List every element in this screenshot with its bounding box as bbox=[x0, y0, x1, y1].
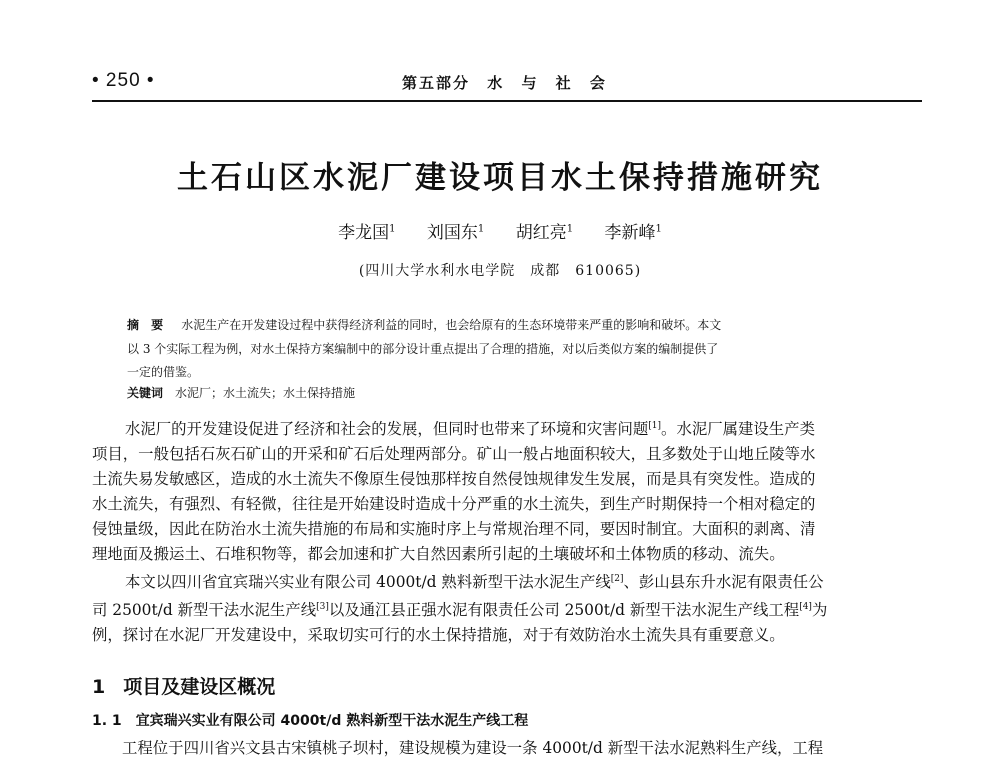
page-number: • 250 • bbox=[92, 70, 155, 91]
abstract-text: 一定的借鉴。 bbox=[127, 365, 200, 379]
paragraph-line: 侵蚀量级，因此在防治水土流失措施的布局和实施时序上与常规治理不同，要因时制宜。大面积的剥离、清 bbox=[92, 520, 816, 539]
paper-title: 土石山区水泥厂建设项目水土保持措施研究 bbox=[177, 160, 823, 196]
author: 李龙国$^1$ bbox=[338, 223, 396, 243]
abstract-text: 以 3 个实际工程为例，对水土保持方案编制中的部分设计重点提出了合理的措施，对以后类似方案的编制提供了 bbox=[127, 341, 719, 356]
section-number: 1 bbox=[92, 676, 106, 698]
citation-ref: [3] bbox=[316, 602, 329, 613]
paragraph-line: 土流失易发敏感区，造成的水土流失不像原生侵蚀那样按自然侵蚀规律发生发展，而是具有突发性。造成的 bbox=[92, 470, 816, 489]
paragraph-line: 理地面及搬运土、石堆积物等，都会加速和扩大自然因素所引起的土壤破坏和土体物质的移动、流失。 bbox=[92, 545, 785, 564]
running-header bbox=[92, 70, 922, 98]
subsection-heading bbox=[92, 710, 528, 730]
affiliation: (四川大学水利水电学院 成都 610065) bbox=[358, 263, 642, 279]
paragraph-line: 水泥厂的开发建设促进了经济和社会的发展，但同时也带来了环境和灾害问题[1]。水泥厂属建设生产类 bbox=[125, 420, 815, 439]
running-head-title: 第五部分 水 与 社 会 bbox=[402, 74, 607, 92]
citation-ref: [4] bbox=[799, 602, 812, 613]
author: 刘国东$^1$ bbox=[426, 223, 485, 243]
abstract-text: 水泥生产在开发建设过程中获得经济利益的同时，也会给原有的生态环境带来严重的影响和破坏。本文 bbox=[181, 318, 722, 332]
cut-off-line: 工程位于四川省兴文县古宋镇桃子坝村，建设规模为建设一条 4000t/d 新型干法水泥熟料生产线，工程 bbox=[122, 739, 824, 757]
subsection-number: 1. 1 bbox=[92, 713, 122, 729]
citation-ref: [2] bbox=[610, 574, 624, 585]
subsection-title: 宜宾瑞兴实业有限公司 4000t/d 熟料新型干法水泥生产线工程 bbox=[135, 713, 529, 729]
paragraph-line: 项目，一般包括石灰石矿山的开采和矿石后处理两部分。矿山一般占地面积较大，且多数处于山地丘陵等水 bbox=[92, 445, 816, 464]
paragraph-line: 水土流失，有强烈、有轻微，往往是开始建设时造成十分严重的水土流失，到生产时期保持一个相对稳定的 bbox=[92, 495, 816, 514]
paragraph-line: 司 2500t/d 新型干法水泥生产线[3]以及通江县正强水泥有限责任公司 2500t/d 新型干法水泥生产线工程[4]为 bbox=[92, 601, 828, 620]
author: 胡红亮$^1$ bbox=[515, 223, 574, 243]
author-list bbox=[0, 218, 1000, 243]
header-rule bbox=[92, 100, 922, 102]
paragraph-line: 本文以四川省宜宾瑞兴实业有限公司 4000t/d 熟料新型干法水泥生产线[2]、彭山县东升水泥有限责任公 bbox=[125, 573, 824, 592]
keywords bbox=[127, 384, 355, 401]
section-heading bbox=[92, 672, 275, 699]
keywords-label: 关键词 bbox=[127, 386, 164, 400]
body-text bbox=[92, 414, 922, 648]
abstract bbox=[127, 314, 897, 385]
citation-ref: [1] bbox=[648, 421, 662, 431]
author: 李新峰$^1$ bbox=[604, 223, 662, 243]
paragraph-line: 例，探讨在水泥厂开发建设中，采取切实可行的水土保持措施，对于有效防治水土流失具有重要意义。 bbox=[92, 626, 785, 645]
section-title: 项目及建设区概况 bbox=[123, 676, 276, 698]
keywords-text: 水泥厂；水土流失；水土保持措施 bbox=[175, 386, 356, 400]
abstract-label: 摘 要 bbox=[127, 318, 168, 332]
